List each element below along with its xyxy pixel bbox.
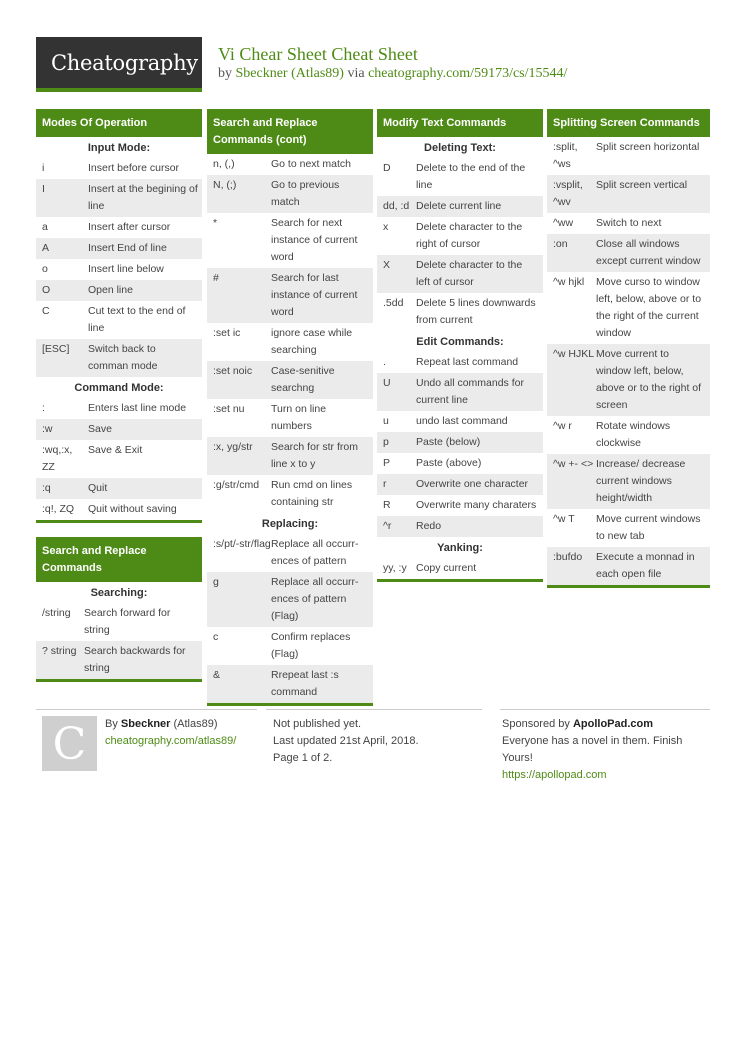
command-row	[377, 196, 543, 217]
command-description: Search for str from line x to y	[271, 441, 358, 470]
subsection-heading: Deleting Text:	[424, 142, 496, 154]
command-key: n, (,)	[213, 158, 235, 170]
subsection-heading: Command Mode:	[74, 382, 164, 394]
command-row	[36, 419, 202, 440]
section-title: Search and Replace Commands (cont)	[207, 109, 373, 154]
command-description: Delete character to the right of cursor	[416, 221, 523, 250]
command-row	[207, 175, 373, 213]
command-row	[36, 499, 202, 520]
command-description: Quit	[88, 482, 108, 494]
command-key: *	[213, 217, 218, 229]
command-description: Save & Exit	[88, 444, 143, 456]
command-description: Insert line below	[88, 263, 164, 275]
command-description: Paste (below)	[416, 436, 481, 448]
section-title: Splitting Screen Commands	[547, 109, 710, 137]
column-1	[36, 109, 202, 696]
command-row	[207, 534, 373, 572]
command-row	[207, 475, 373, 513]
command-row	[377, 158, 543, 196]
command-description: Execute a monnad in each open file	[596, 551, 695, 580]
command-description: Replace all occurr-ences of pattern	[271, 538, 359, 567]
command-row	[547, 137, 710, 175]
command-row	[36, 217, 202, 238]
author-link[interactable]: Sbeckner (Atlas89)	[235, 66, 344, 81]
command-key: p	[383, 436, 389, 448]
footer-author	[105, 716, 218, 733]
command-row	[547, 344, 710, 416]
cheatography-logo[interactable]	[36, 37, 202, 92]
cheat-section	[36, 537, 202, 682]
command-row	[377, 217, 543, 255]
command-key: :split, ^ws	[553, 141, 578, 170]
command-key: .	[383, 356, 386, 368]
command-key: u	[383, 415, 389, 427]
cheat-section	[547, 109, 710, 588]
command-description: Replace all occurr-ences of pattern (Flag)	[271, 576, 359, 622]
command-description: Case-senitive searchng	[271, 365, 335, 394]
cheat-section	[36, 109, 202, 523]
section-title: Modes Of Operation	[36, 109, 202, 137]
command-row	[36, 158, 202, 179]
command-key: :g/str/cmd	[213, 479, 260, 491]
command-description: Quit without saving	[88, 503, 177, 515]
cheat-section	[207, 109, 373, 706]
command-row	[547, 234, 710, 272]
command-description: Overwrite many charaters	[416, 499, 537, 511]
command-key: a	[42, 221, 48, 233]
command-row	[547, 272, 710, 344]
command-key: :set nu	[213, 403, 245, 415]
command-description: Confirm replaces (Flag)	[271, 631, 351, 660]
command-key: R	[383, 499, 391, 511]
command-description: Move curso to window left, below, above or to the right of the current window	[596, 276, 702, 339]
command-row	[207, 437, 373, 475]
command-key: :q!, ZQ	[42, 503, 75, 515]
page-title: Vi Chear Sheet Cheat Sheet	[218, 44, 418, 64]
command-description: Overwrite one character	[416, 478, 529, 490]
command-description: Go to next match	[271, 158, 351, 170]
command-description: ignore case while searching	[271, 327, 353, 356]
command-key: :bufdo	[553, 551, 583, 563]
command-row	[36, 440, 202, 478]
command-key: yy, :y	[383, 562, 407, 574]
footer-sponsor-label: Sponsored by	[502, 718, 570, 730]
command-key: ^r	[383, 520, 392, 532]
command-key: ? string	[42, 645, 77, 657]
command-key: ^w HJKL	[553, 348, 595, 360]
column-4	[547, 109, 710, 602]
command-row	[547, 454, 710, 509]
command-key: :set ic	[213, 327, 241, 339]
cheatsheet-url-link[interactable]: cheatography.com/59173/cs/15544/	[368, 66, 568, 81]
command-key: :	[42, 402, 45, 414]
command-description: undo last command	[416, 415, 508, 427]
command-key: g	[213, 576, 219, 588]
footer-page-number: Page 1 of 2.	[273, 752, 333, 764]
command-row	[377, 474, 543, 495]
command-row	[377, 293, 543, 331]
command-key: i	[42, 162, 45, 174]
command-key: &	[213, 669, 221, 681]
column-2	[207, 109, 373, 720]
command-description: Cut text to the end of line	[88, 305, 186, 334]
command-description: Run cmd on lines containing str	[271, 479, 353, 508]
command-key: :set noic	[213, 365, 253, 377]
command-description: Delete 5 lines downwards from current	[416, 297, 536, 326]
command-description: Close all windows except current window	[596, 238, 701, 267]
command-key: P	[383, 457, 391, 469]
command-key: ^w r	[553, 420, 572, 432]
command-key: N, (;)	[213, 179, 237, 191]
command-row	[207, 213, 373, 268]
page-subtitle	[218, 66, 567, 82]
command-description: Search for last instance of current word	[271, 272, 358, 318]
command-key: x	[383, 221, 389, 233]
command-key: :q	[42, 482, 51, 494]
command-key: #	[213, 272, 219, 284]
footer-divider	[500, 709, 710, 710]
command-description: Delete current line	[416, 200, 502, 212]
command-key: U	[383, 377, 391, 389]
footer-by-label: By	[105, 718, 118, 730]
author-avatar[interactable]	[42, 716, 97, 771]
command-description: Redo	[416, 520, 442, 532]
command-key: X	[383, 259, 391, 271]
command-key: o	[42, 263, 48, 275]
command-description: Switch back to comman mode	[88, 343, 158, 372]
command-key: :s/pt/-str/flag	[213, 538, 271, 550]
command-key: I	[42, 183, 45, 195]
command-description: Rrepeat last :s command	[271, 669, 339, 698]
command-row	[36, 641, 202, 679]
section-title: Search and Replace Commands	[36, 537, 202, 582]
command-row	[36, 603, 202, 641]
command-key: dd, :d	[383, 200, 410, 212]
command-description: Insert after cursor	[88, 221, 171, 233]
command-row	[547, 547, 710, 585]
command-key: D	[383, 162, 391, 174]
footer-published: Not published yet.	[273, 718, 362, 730]
command-key: :w	[42, 423, 53, 435]
command-key: ^w T	[553, 513, 575, 525]
command-description: Insert End of line	[88, 242, 167, 254]
command-key: C	[42, 305, 50, 317]
command-row	[547, 175, 710, 213]
command-description: Search forward for string	[84, 607, 171, 636]
subtitle-via: via	[347, 66, 365, 81]
command-description: Switch to next	[596, 217, 662, 229]
command-row	[377, 516, 543, 537]
command-row	[36, 238, 202, 259]
command-description: Rotate windows clockwise	[596, 420, 671, 449]
subsection-heading: Searching:	[90, 587, 148, 599]
command-description: Search backwards for string	[84, 645, 186, 674]
command-row	[547, 509, 710, 547]
command-row	[547, 213, 710, 234]
command-row	[207, 399, 373, 437]
command-row	[207, 361, 373, 399]
command-row	[547, 416, 710, 454]
command-key: r	[383, 478, 387, 490]
command-key: :x, yg/str	[213, 441, 253, 453]
subsection-heading: Input Mode:	[87, 142, 151, 154]
command-row	[377, 255, 543, 293]
footer-sponsor	[502, 716, 653, 733]
subsection-heading: Yanking:	[437, 542, 483, 554]
command-description: Copy current	[416, 562, 477, 574]
command-row	[36, 280, 202, 301]
logo-text: Cheatography	[51, 51, 198, 75]
command-description: Open line	[88, 284, 133, 296]
command-row	[207, 154, 373, 175]
command-key: :wq,:x, ZZ	[42, 444, 73, 473]
footer-sponsor-url-link[interactable]: https://apollopad.com	[502, 769, 607, 781]
command-description: Delete character to the left of cursor	[416, 259, 523, 288]
command-description: Split screen horizontal	[596, 141, 700, 153]
command-key: :vsplit, ^wv	[553, 179, 583, 208]
section-title: Modify Text Commands	[377, 109, 543, 137]
command-key: ^w hjkl	[553, 276, 585, 288]
command-key: O	[42, 284, 51, 296]
command-row	[36, 339, 202, 377]
command-description: Insert before cursor	[88, 162, 180, 174]
command-row	[207, 323, 373, 361]
command-row	[36, 398, 202, 419]
command-key: [ESC]	[42, 343, 70, 355]
command-row	[377, 352, 543, 373]
command-row	[207, 627, 373, 665]
footer-sponsor-text: Everyone has a novel in them. Finish Yours!	[502, 735, 683, 764]
command-description: Go to previous match	[271, 179, 340, 208]
footer-author-url-link[interactable]: cheatography.com/atlas89/	[105, 735, 237, 747]
footer-author-name: Sbeckner	[120, 718, 171, 730]
command-description: Move current windows to new tab	[596, 513, 701, 542]
command-description: Split screen vertical	[596, 179, 688, 191]
command-key: ^ww	[553, 217, 574, 229]
command-row	[36, 301, 202, 339]
cheat-section	[377, 109, 543, 582]
command-row	[36, 478, 202, 499]
footer-divider	[36, 709, 257, 710]
avatar-letter: C	[52, 719, 87, 770]
command-description: Move current to window left, below, above or to the right of screen	[596, 348, 702, 411]
footer-divider	[266, 709, 482, 710]
footer-sponsor-name: ApolloPad.com	[572, 718, 654, 730]
command-key: :on	[553, 238, 568, 250]
command-key: .5dd	[383, 297, 404, 309]
command-description: Paste (above)	[416, 457, 482, 469]
command-row	[36, 259, 202, 280]
command-description: Delete to the end of the line	[416, 162, 526, 191]
command-row	[207, 268, 373, 323]
command-row	[377, 453, 543, 474]
command-key: A	[42, 242, 50, 254]
command-key: /string	[42, 607, 71, 619]
command-row	[36, 179, 202, 217]
command-row	[377, 411, 543, 432]
command-description: Search for next instance of current word	[271, 217, 358, 263]
command-description: Turn on line numbers	[271, 403, 327, 432]
command-key: c	[213, 631, 219, 643]
command-description: Undo all commands for current line	[416, 377, 524, 406]
command-row	[377, 373, 543, 411]
command-row	[377, 495, 543, 516]
footer-updated: Last updated 21st April, 2018.	[273, 735, 419, 747]
subsection-heading: Edit Commands:	[416, 336, 504, 348]
command-description: Increase/ decrease current windows height/width	[596, 458, 686, 504]
command-row	[207, 572, 373, 627]
footer-author-handle: (Atlas89)	[173, 718, 218, 730]
column-3	[377, 109, 543, 596]
command-description: Enters last line mode	[88, 402, 187, 414]
command-row	[377, 432, 543, 453]
command-key: ^w +- <>	[553, 458, 594, 470]
command-description: Insert at the begining of line	[88, 183, 198, 212]
command-description: Repeat last command	[416, 356, 519, 368]
command-row	[207, 665, 373, 703]
subsection-heading: Replacing:	[261, 518, 319, 530]
subtitle-by: by	[218, 66, 232, 81]
command-row	[377, 558, 543, 579]
command-description: Save	[88, 423, 112, 435]
